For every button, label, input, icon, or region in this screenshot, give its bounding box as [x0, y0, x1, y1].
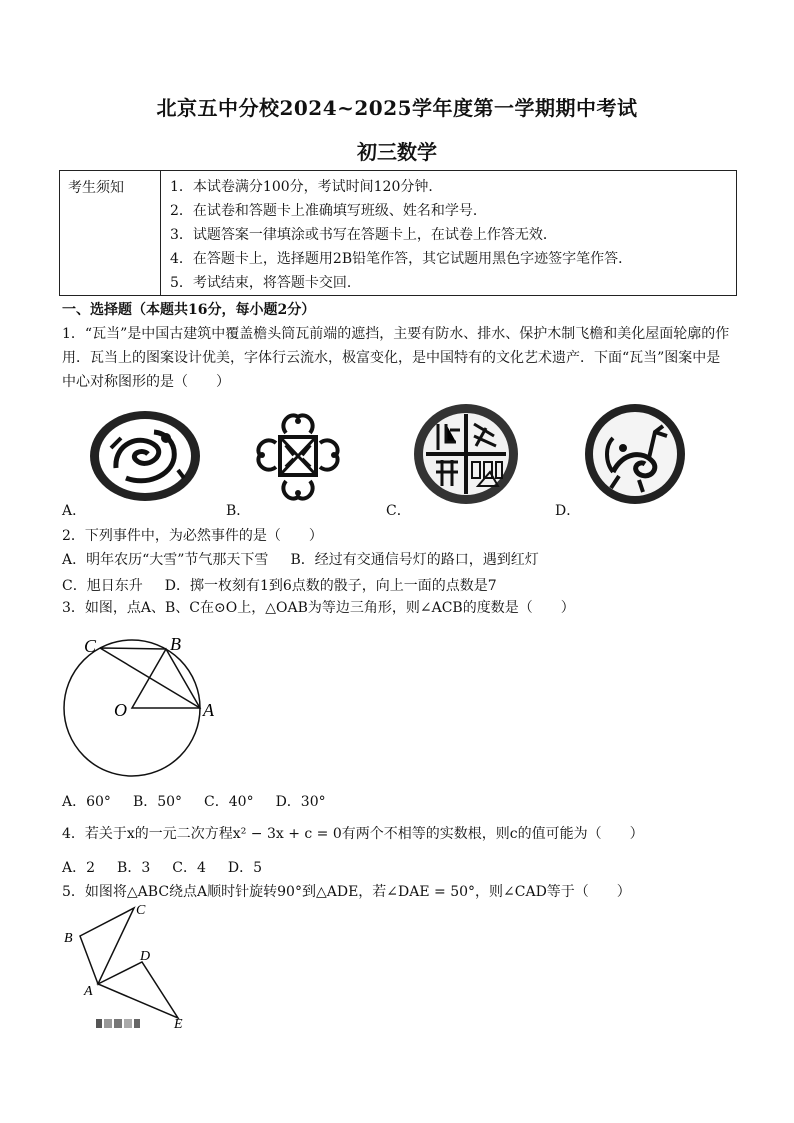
q4-option-a: A．2	[62, 860, 96, 876]
blurred-watermark	[96, 1019, 140, 1028]
q3-label-c: C	[84, 636, 97, 656]
notice-item: 3．试题答案一律填涂或书写在答题卡上，在试卷上作答无效．	[170, 227, 557, 243]
q4-option-b: B．3	[117, 860, 151, 876]
notice-item: 1．本试卷满分100分，考试时间120分钟．	[170, 179, 443, 195]
wadang-image-a	[86, 408, 204, 504]
question-4-text: 4．若关于x的一元二次方程x² − 3x + c = 0有两个不相等的实数根，则c的值可能为（ ）	[62, 826, 644, 842]
q4-option-d: D．5	[227, 860, 262, 876]
wadang-image-b	[250, 405, 346, 509]
q2-option-a: A．明年农历“大雪”节气那天下雪	[62, 552, 269, 568]
exam-title: 北京五中分校2024~2025学年度第一学期期中考试	[156, 96, 638, 120]
q3-options	[62, 791, 348, 811]
q3-option-d: D．30°	[275, 794, 326, 810]
exam-subtitle: 初三数学	[357, 140, 437, 164]
notice-item: 5．考试结束，将答题卡交回．	[170, 275, 361, 291]
notice-items	[170, 175, 730, 295]
q2-option-c: C．旭日东升	[62, 578, 143, 594]
q3-option-a: A．60°	[62, 794, 111, 810]
section-heading: 一、选择题（本题共16分，每小题2分）	[62, 302, 316, 318]
notice-item: 4．在答题卡上，选择题用2B铅笔作答，其它试题用黑色字迹签字笔作答．	[170, 251, 633, 267]
q1-option-c: C．	[386, 503, 411, 519]
q1-option-d: D．	[555, 503, 581, 519]
q2-options-row-1	[62, 549, 561, 569]
q3-option-c: C．40°	[204, 794, 254, 810]
q3-option-b: B．50°	[132, 794, 183, 810]
q3-label-a: A	[203, 700, 214, 720]
q5-label-e: E	[174, 1017, 183, 1032]
question-2-text: 2．下列事件中，为必然事件的是（ ）	[62, 528, 323, 544]
q5-label-b: B	[64, 931, 73, 946]
question-3-text: 3．如图，点A、B、C在⊙O上，△OAB为等边三角形，则∠ACB的度数是（ ）	[62, 600, 575, 616]
q5-label-a: A	[84, 984, 93, 999]
q1-option-b: B．	[226, 503, 251, 519]
wadang-image-d	[583, 402, 687, 506]
q5-label-c: C	[136, 903, 146, 918]
q3-circle-figure	[62, 628, 227, 783]
q4-options	[62, 857, 284, 877]
q1-option-a: A．	[62, 503, 87, 519]
q2-option-d: D．掷一枚刻有1到6点数的骰子，向上一面的点数是7	[164, 578, 497, 594]
q3-label-o: O	[114, 700, 127, 720]
q5-label-d: D	[140, 949, 151, 964]
q4-option-c: C．4	[172, 860, 206, 876]
notice-table	[59, 170, 737, 296]
q5-rotation-figure	[62, 900, 192, 1032]
notice-item: 2．在试卷和答题卡上准确填写班级、姓名和学号．	[170, 203, 487, 219]
q3-label-b: B	[170, 634, 181, 654]
notice-label: 考生须知	[60, 171, 161, 295]
q2-options-row-2	[62, 575, 519, 595]
question-1-text: 1．“瓦当”是中国古建筑中覆盖檐头筒瓦前端的遮挡，主要有防水、排水、保护木制飞檐和美化屋面轮廓的作用．瓦当上的图案设计优美，字体行云流水，极富变化，是中国特有的文化艺术遗产．下面“瓦当”图案中是中心对称图形的是（ ）	[62, 326, 730, 390]
question-5-text: 5．如图将△ABC绕点A顺时针旋转90°到△ADE，若∠DAE = 50°，则∠CAD等于（ ）	[62, 884, 631, 900]
wadang-image-c	[412, 402, 520, 506]
q2-option-b: B．经过有交通信号灯的路口，遇到红灯	[290, 552, 539, 568]
